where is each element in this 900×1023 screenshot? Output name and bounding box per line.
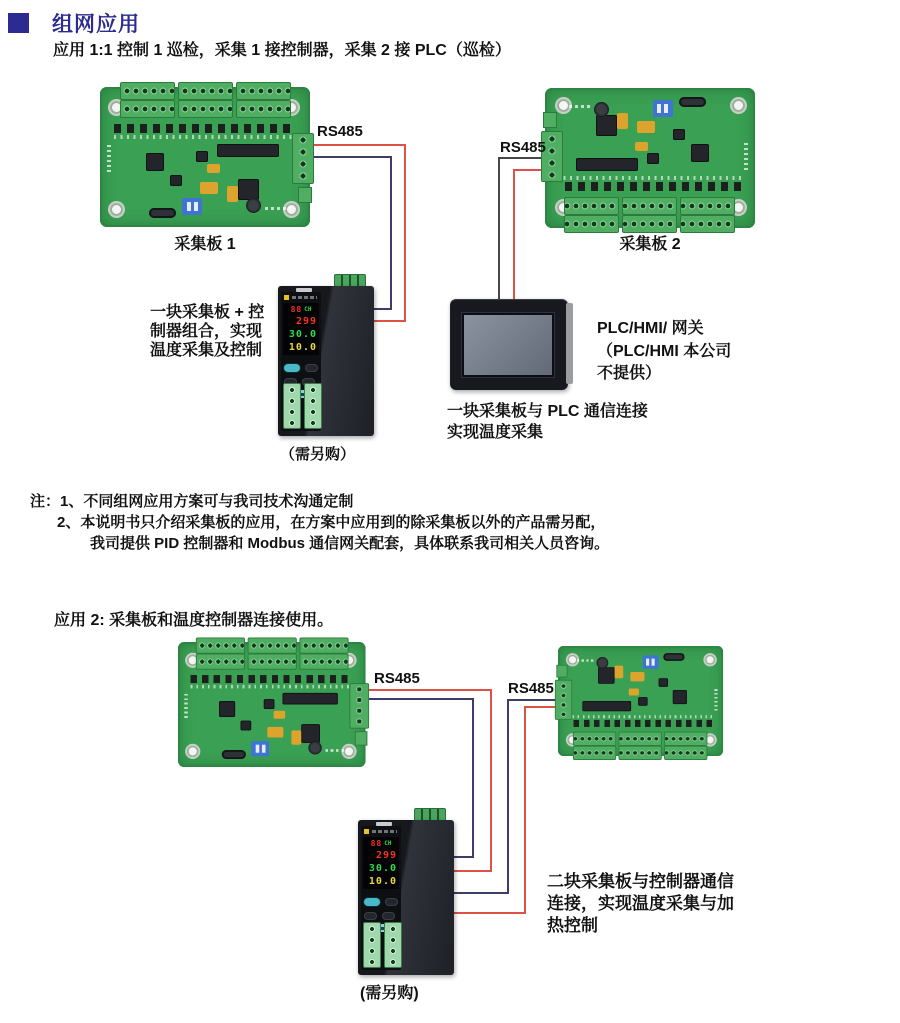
plc-hmi-panel <box>450 299 568 390</box>
rs485-connector <box>292 133 314 184</box>
board-2-label: 采集板 2 <box>619 236 681 253</box>
rs485-label-app1-left: RS485 <box>317 123 363 140</box>
temperature-controller-2 <box>358 820 454 975</box>
status-led <box>284 295 289 300</box>
usb-connector <box>679 97 706 107</box>
rs485-connector <box>555 680 572 720</box>
hmi-screen <box>462 313 554 377</box>
board-1-label: 采集板 1 <box>174 236 236 253</box>
terminal-row <box>120 82 291 100</box>
acquisition-board-3 <box>178 642 366 767</box>
ic-chip <box>217 144 279 157</box>
dip-switch <box>251 741 269 756</box>
controller-button <box>385 898 398 906</box>
rs485-label-app2-right: RS485 <box>508 680 554 697</box>
purchase-note-2: (需另购) <box>360 985 419 1002</box>
app2-caption: 应用 2: 采集板和温度控制器连接使用。 <box>54 612 334 629</box>
app1-caption: 应用 1:1 控制 1 巡检，采集 1 接控制器，采集 2 接 PLC（巡检） <box>53 42 511 59</box>
mounting-hole <box>110 203 123 216</box>
terminal-row <box>120 100 291 118</box>
temperature-controller-1 <box>278 286 374 436</box>
rs485-label-app2-left: RS485 <box>374 670 420 687</box>
dip-switch <box>182 198 202 215</box>
acquisition-board-1 <box>100 87 310 227</box>
acquisition-board-4 <box>558 646 723 756</box>
controller-terminals <box>363 922 402 968</box>
note-line-2: 2、本说明书只介绍采集板的应用，在方案中应用到的除采集板以外的产品需另配， <box>57 514 606 531</box>
usb-connector <box>222 750 246 759</box>
acquisition-board-2 <box>545 88 755 228</box>
plc-connection-note: 一块采集板与 PLC 通信连接 实现温度采集 <box>447 403 648 441</box>
usb-connector <box>663 653 684 661</box>
controller-button <box>382 912 395 920</box>
plc-hmi-note: PLC/HMI/ 网关 （PLC/HMI 本公司 不提供） <box>597 320 732 382</box>
controller-display: 88 CH 299 30.0 10.0 <box>363 837 399 889</box>
status-led <box>364 829 369 834</box>
rs485-label-app1-right: RS485 <box>500 139 546 156</box>
controller-button <box>364 898 380 906</box>
section-title: 组网应用 <box>52 13 140 36</box>
controller-display: 88 CH 299 30.0 10.0 <box>283 303 319 355</box>
controller-front-panel <box>361 826 401 970</box>
controller-combo-note: 一块采集板 + 控 制器组合，实现 温度采集及控制 <box>150 304 265 359</box>
dip-switch <box>643 655 659 668</box>
controller-button <box>305 364 318 372</box>
ic-chip <box>146 153 164 171</box>
note-line-3: 我司提供 PID 控制器和 Modbus 通信网关配套，具体联系我司相关人员咨询。 <box>90 535 610 552</box>
controller-button <box>364 912 377 920</box>
controller-terminals <box>283 383 322 429</box>
controller-button <box>284 364 300 372</box>
purchase-note-1: （需另购） <box>280 446 356 463</box>
dip-switch <box>653 100 673 117</box>
rs485-connector <box>349 683 369 729</box>
usb-connector <box>149 208 176 218</box>
app2-connection-note: 二块采集板与控制器通信 连接，实现温度采集与加 热控制 <box>547 872 734 935</box>
note-line-1: 注：1、不同组网应用方案可与我司技术沟通定制 <box>30 493 354 510</box>
ic-chip <box>238 179 259 200</box>
section-bullet <box>8 13 29 33</box>
transistor-row <box>114 124 296 133</box>
controller-front-panel <box>281 292 321 431</box>
